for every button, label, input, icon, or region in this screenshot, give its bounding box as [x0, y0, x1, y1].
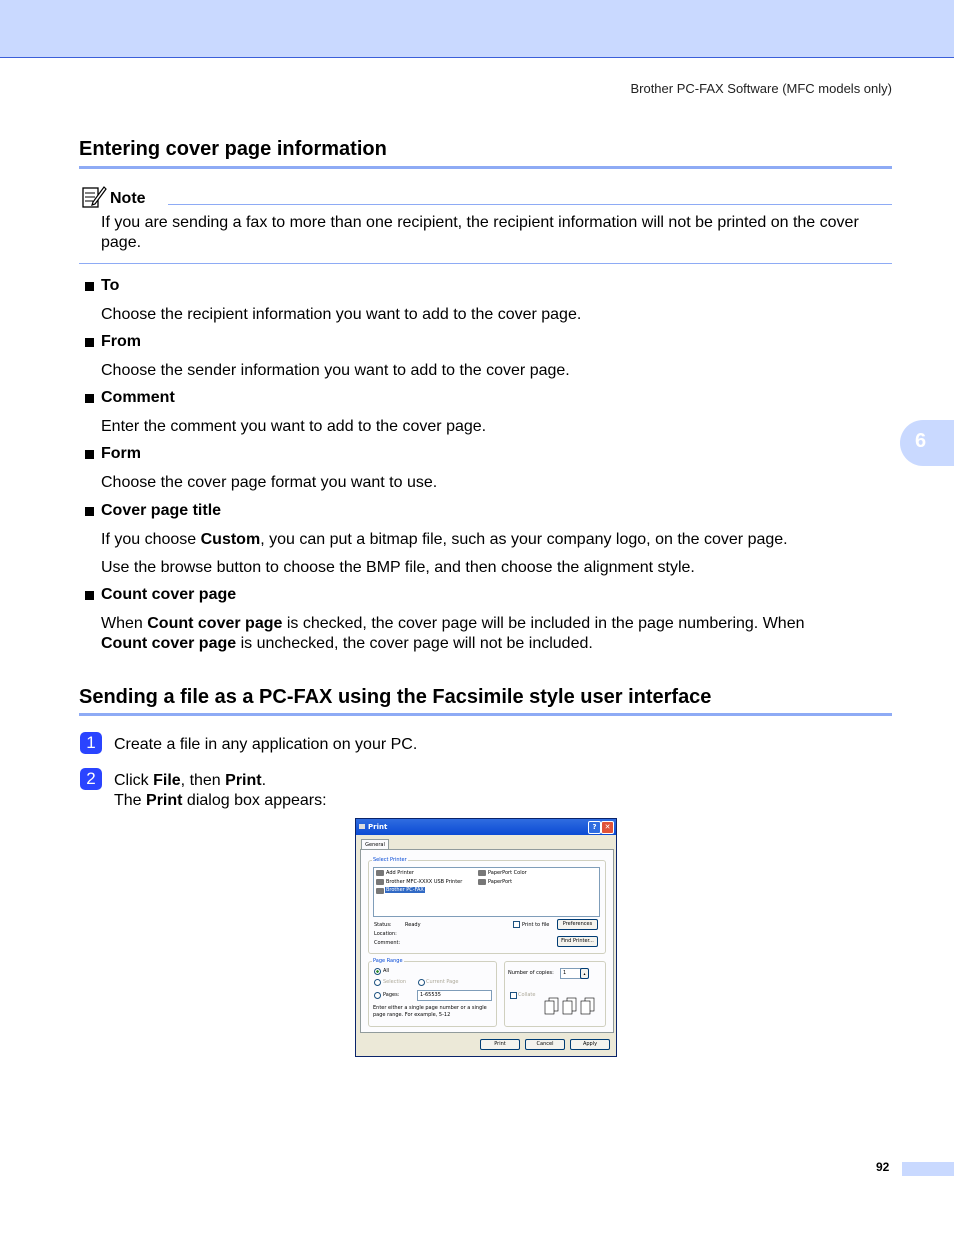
all-radio[interactable]: [374, 968, 381, 975]
section-title: Entering cover page information: [79, 138, 387, 160]
note-text: If you are sending a fax to more than one recipient, the recipient information will not be printed on the cover page.: [101, 214, 859, 251]
bullet-icon: [85, 591, 94, 600]
running-header: Brother PC-FAX Software (MFC models only): [630, 81, 892, 96]
collate-label: Collate: [518, 992, 536, 998]
printer-icon: [359, 824, 365, 829]
bullet-icon: [85, 282, 94, 291]
chapter-tab: 6: [900, 420, 954, 466]
location-label: Location:: [374, 931, 397, 937]
printer-item[interactable]: Add Printer: [386, 870, 414, 876]
collate-pages-icon: [544, 997, 600, 1015]
note-label: Note: [110, 190, 146, 207]
select-printer-label: Select Printer: [373, 857, 407, 863]
printer-item-selected[interactable]: Brother PC-FAX: [386, 887, 424, 893]
item-form-desc: Choose the cover page format you want to use.: [101, 474, 438, 491]
bullet-icon: [85, 338, 94, 347]
printer-item[interactable]: PaperPort Color: [488, 870, 527, 876]
item-from-desc: Choose the sender information you want to add to the cover page.: [101, 362, 570, 379]
print-to-file-checkbox[interactable]: [513, 921, 520, 928]
general-panel: [360, 849, 614, 1033]
item-cover-title-label: Cover page title: [101, 502, 222, 519]
printer-icon: [376, 879, 384, 885]
cancel-button[interactable]: Cancel: [525, 1039, 565, 1050]
selection-radio[interactable]: [374, 979, 381, 986]
bullet-icon: [85, 507, 94, 516]
pages-label: Pages:: [383, 992, 400, 998]
preferences-button[interactable]: Preferences: [557, 919, 598, 930]
page-range-hint-1: Enter either a single page number or a single: [373, 1005, 487, 1011]
collate-checkbox[interactable]: [510, 992, 517, 999]
page-range-hint-2: page range. For example, 5-12: [373, 1012, 451, 1018]
page-number: 92: [876, 1160, 890, 1174]
item-cover-title-desc2: Use the browse button to choose the BMP file, and then choose the alignment style.: [101, 559, 695, 576]
apply-button[interactable]: Apply: [570, 1039, 610, 1050]
section-title: Sending a file as a PC-FAX using the Facsimile style user interface: [79, 686, 712, 708]
printer-icon: [478, 879, 486, 885]
top-banner: [0, 0, 954, 58]
section-rule: [79, 713, 892, 716]
all-label: All: [383, 968, 390, 974]
step-number-icon: 1: [80, 732, 102, 754]
status-label: Status:: [374, 922, 392, 928]
copies-input[interactable]: 1: [560, 968, 582, 979]
copies-label: Number of copies:: [508, 970, 554, 976]
tab-general[interactable]: General: [361, 839, 389, 850]
printer-icon: [478, 870, 486, 876]
help-button[interactable]: ?: [588, 821, 601, 834]
dialog-title: Print: [368, 823, 388, 831]
item-comment-desc: Enter the comment you want to add to the cover page.: [101, 418, 487, 435]
current-page-label: Current Page: [426, 979, 459, 985]
step-2-text: Click File, then Print. The Print dialog box appears:: [114, 772, 327, 809]
find-printer-button[interactable]: Find Printer...: [557, 936, 598, 947]
current-page-radio[interactable]: [418, 979, 425, 986]
bullet-icon: [85, 450, 94, 459]
pages-radio[interactable]: [374, 992, 381, 999]
item-form-label: Form: [101, 445, 141, 462]
note-divider: [168, 204, 892, 205]
print-dialog: [355, 818, 617, 1057]
printer-item[interactable]: PaperPort: [488, 879, 513, 885]
item-count-desc: When Count cover page is checked, the cover page will be included in the page numbering. When Count cover page is unchecked, the cover page will not be included.: [101, 615, 805, 652]
note-bottom-rule: [79, 263, 892, 264]
step-number-icon: 2: [80, 768, 102, 790]
close-button[interactable]: ✕: [601, 821, 614, 834]
print-button[interactable]: Print: [480, 1039, 520, 1050]
item-count-label: Count cover page: [101, 586, 237, 603]
page-range-label: Page Range: [373, 958, 403, 964]
note-icon: [81, 184, 107, 210]
item-cover-title-desc: If you choose Custom, you can put a bitmap file, such as your company logo, on the cover page.: [101, 531, 788, 548]
step-1-text: Create a file in any application on your PC.: [114, 736, 418, 753]
copies-spin-button[interactable]: ▴: [580, 968, 589, 979]
printer-icon: [376, 888, 384, 894]
section-rule: [79, 166, 892, 169]
bullet-icon: [85, 394, 94, 403]
item-comment-label: Comment: [101, 389, 175, 406]
pages-input[interactable]: 1-65535: [417, 990, 492, 1001]
printer-item[interactable]: Brother MFC-XXXX USB Printer: [386, 879, 463, 885]
add-printer-icon: [376, 870, 384, 876]
item-to-label: To: [101, 277, 120, 294]
print-to-file-label: Print to file: [522, 922, 550, 928]
page-number-bar: [902, 1162, 954, 1176]
selection-label: Selection: [383, 979, 407, 985]
dialog-titlebar: [356, 819, 616, 835]
item-to-desc: Choose the recipient information you want to add to the cover page.: [101, 306, 582, 323]
comment-label: Comment:: [374, 940, 401, 946]
item-from-label: From: [101, 333, 141, 350]
status-value: Ready: [405, 922, 421, 928]
